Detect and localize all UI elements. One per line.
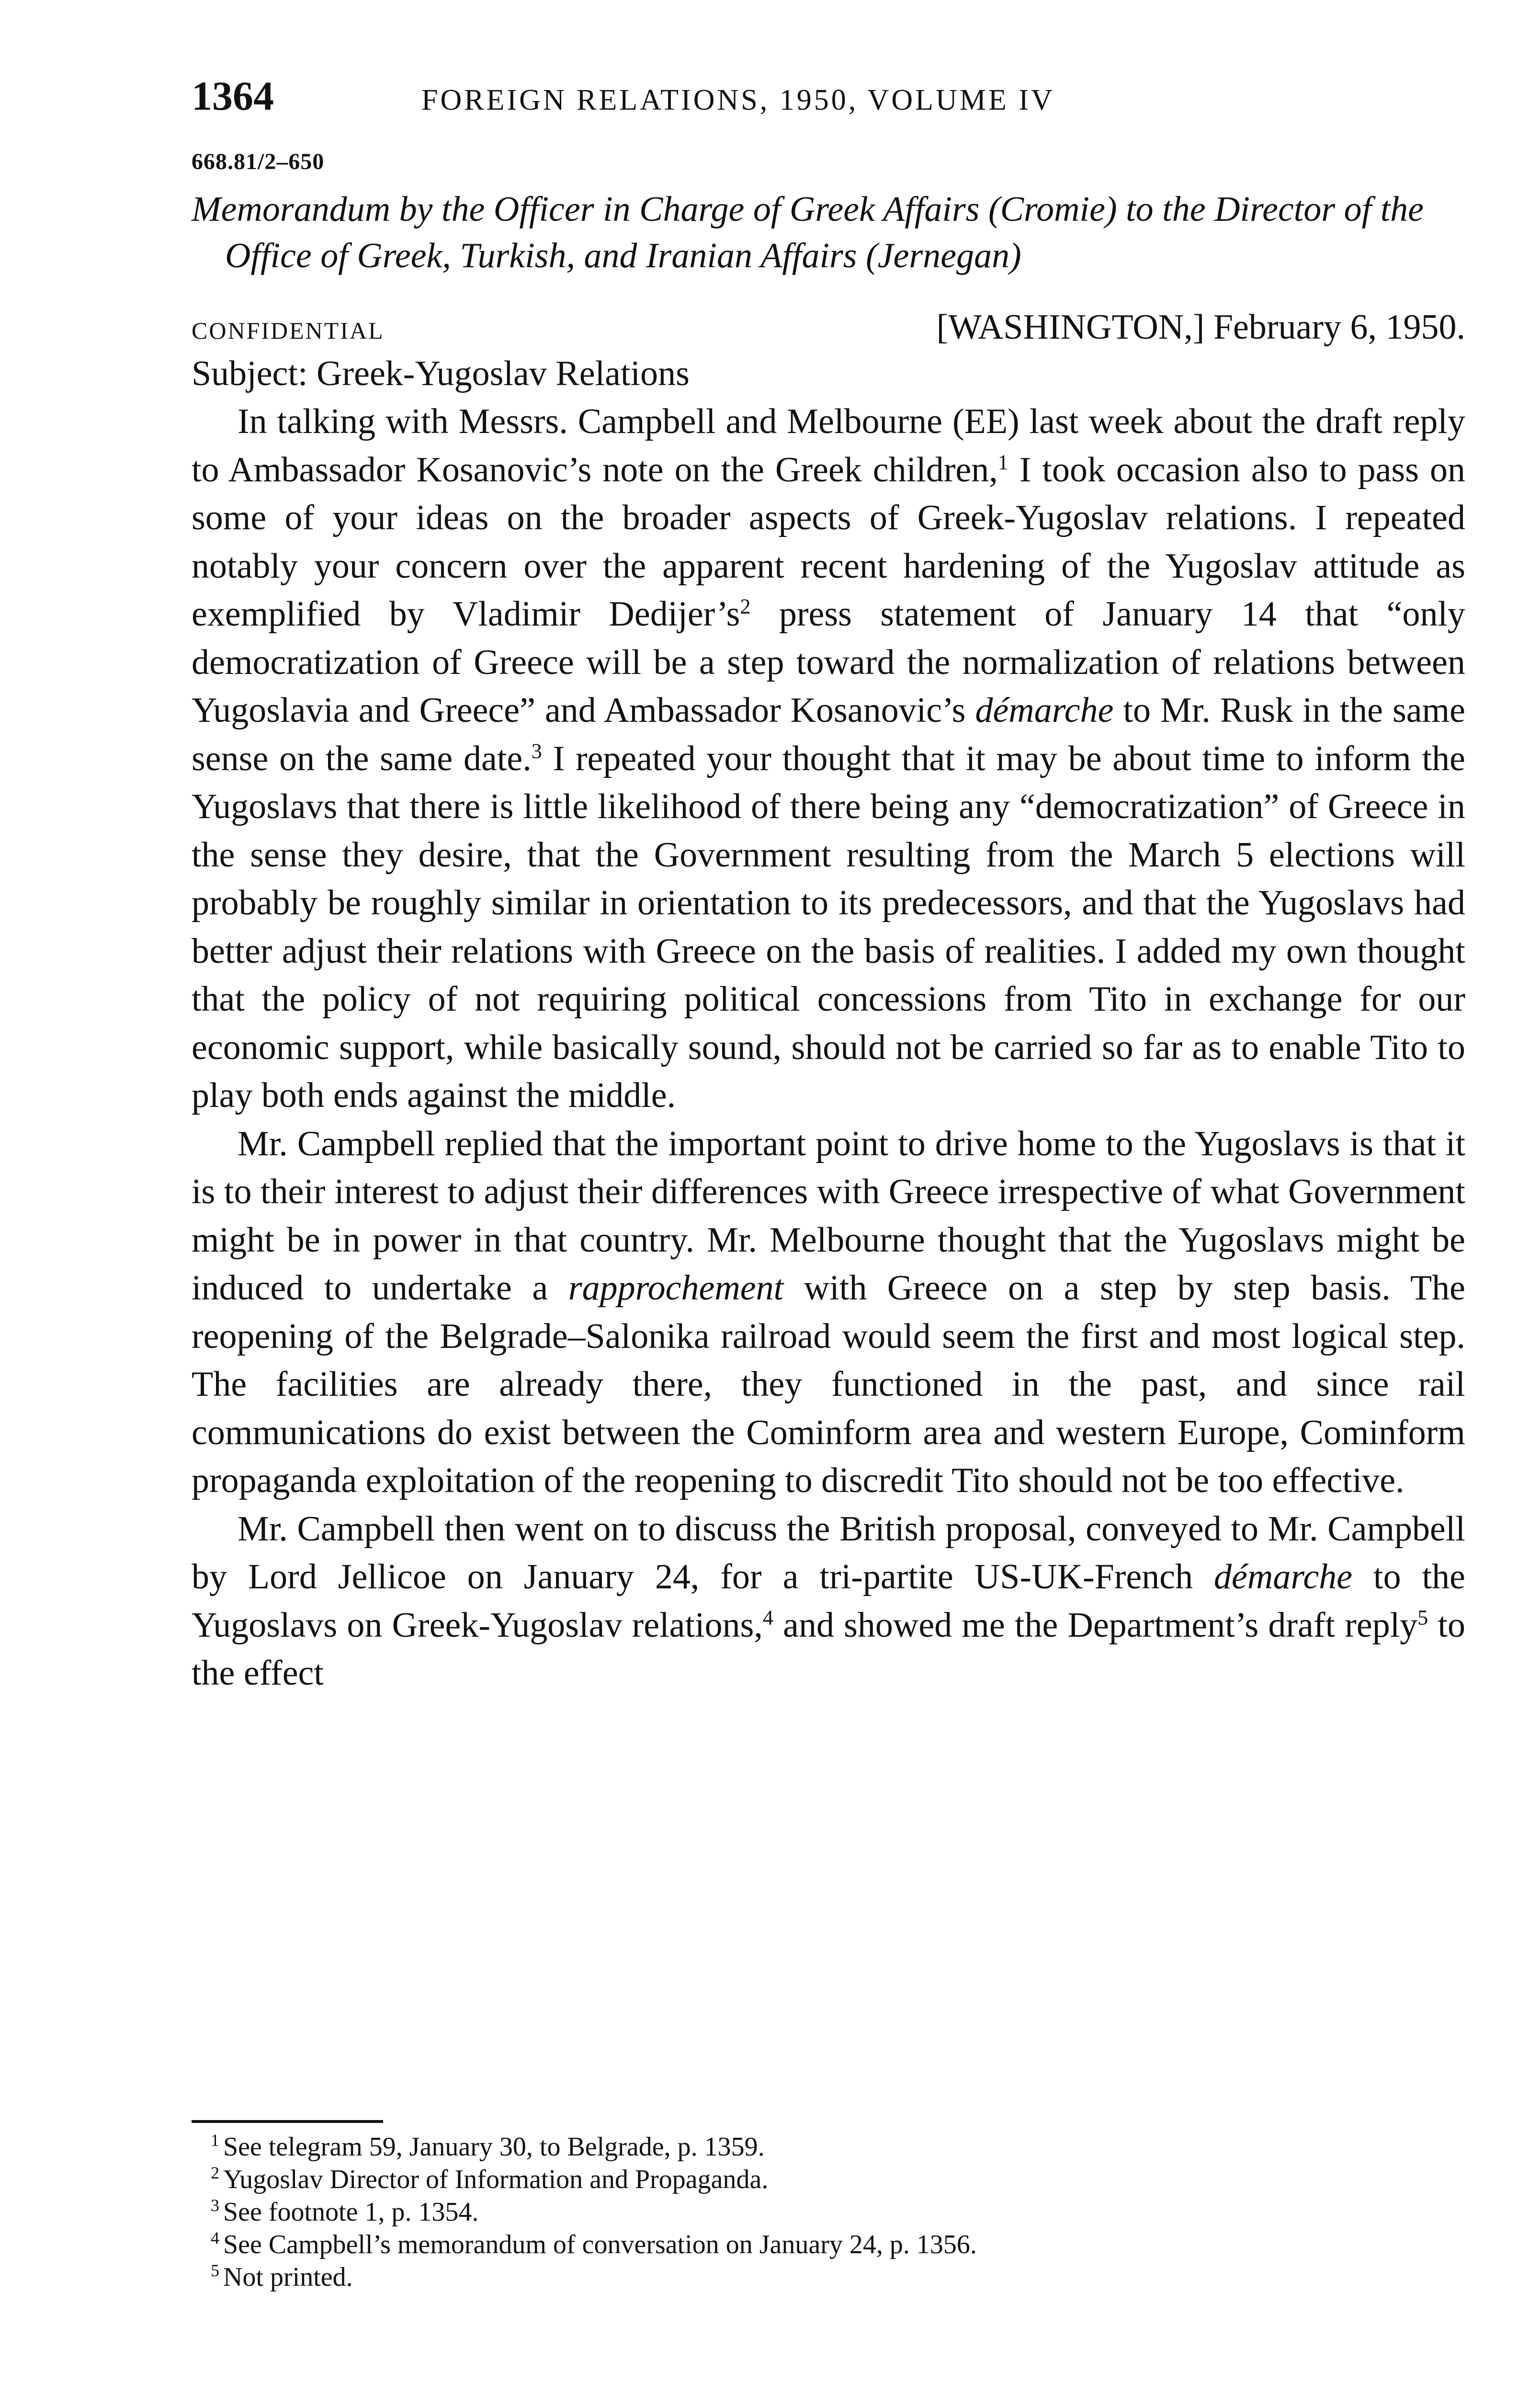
footnote-ref-4: 4: [762, 1605, 773, 1629]
subject-line: Subject: Greek-Yugoslav Relations: [192, 354, 690, 393]
footnote-text: Yugoslav Director of Information and Propaganda.: [223, 2165, 769, 2194]
classification-date-line: [192, 307, 1465, 348]
footnote-number: 1: [211, 2131, 219, 2150]
footnote-3: [211, 2196, 1456, 2228]
italic-term: démarche: [975, 691, 1114, 730]
paragraph-3: [192, 1505, 1465, 1698]
footnote-number: 4: [211, 2228, 219, 2248]
memo-body: [192, 398, 1465, 1698]
paragraph-text: Mr. Campbell then went on to discuss the British proposal, conveyed to Mr. Campbell by Lord Jellicoe on January 24, for a tri-partite US-UK-French: [192, 1509, 1465, 1597]
footnote-1: [211, 2131, 1456, 2163]
italic-term: rapprochement: [568, 1268, 784, 1308]
footnote-2: [211, 2163, 1456, 2196]
footnote-ref-1: 1: [997, 450, 1008, 474]
footnote-ref-3: 3: [531, 739, 542, 763]
footnote-number: 2: [211, 2163, 219, 2183]
footnote-5: [211, 2261, 1456, 2293]
paragraph-text: to the Yugoslavs on Greek-Yugoslav relations,: [192, 1557, 1465, 1645]
paragraph-text: with Greece on a step by step basis. The reopening of the Belgrade–Salonika railroad would seem the first and most logical step. The facilities are already there, they functioned in the past, and since rail communications do exist between the Cominform area and western Europe, Cominform propaganda exploitation of the reopening to discredit Tito should not be too effective.: [192, 1268, 1466, 1500]
paragraph-text: to the effect: [192, 1605, 1465, 1693]
footnote-text: Not printed.: [223, 2262, 353, 2292]
file-number: 668.81/2–650: [192, 149, 325, 174]
footnote-text: See footnote 1, p. 1354.: [223, 2197, 479, 2227]
page-number: 1364: [192, 73, 274, 119]
document-page: [192, 72, 1465, 1698]
footnote-number: 5: [211, 2261, 219, 2281]
paragraph-1: [192, 398, 1465, 1120]
footnote-4: [211, 2228, 1456, 2261]
paragraph-text: press statement of January 14 that “only democratization of Greece will be a step toward the normalization of relations between Yugoslavia and Greece” and Ambassador Kosanovic’s: [192, 594, 1465, 730]
paragraph-text: Mr. Campbell replied that the important point to drive home to the Yugoslavs is that it is to their interest to adjust their differences with Greece irrespective of what Government might be in power in that country. Mr. Melbourne thought that the Yugoslavs might be induced to undertake a: [192, 1124, 1465, 1308]
running-title: FOREIGN RELATIONS, 1950, VOLUME IV: [421, 84, 1055, 116]
paragraph-text: and showed me the Department’s draft reply: [773, 1605, 1418, 1645]
place-date: [WASHINGTON,] February 6, 1950.: [936, 308, 1465, 347]
paragraph-text: I took occasion also to pass on some of your ideas on the broader aspects of Greek-Yugoslav relations. I repeated notably your concern over the apparent recent hardening of the Yugoslav attitude as exemplified by Vladimir Dedijer’s: [192, 450, 1466, 634]
classification-label: CONFIDENTIAL: [192, 317, 385, 344]
footnote-ref-5: 5: [1417, 1605, 1428, 1629]
footnotes: [211, 2131, 1456, 2293]
footnote-text: See telegram 59, January 30, to Belgrade, p. 1359.: [223, 2132, 765, 2162]
running-header: [192, 72, 1465, 134]
footnote-divider: [192, 2120, 383, 2123]
footnote-number: 3: [211, 2196, 219, 2215]
italic-term: démarche: [1214, 1557, 1353, 1597]
paragraph-text: I repeated your thought that it may be about time to inform the Yugoslavs that there is little likelihood of there being any “democratization” of Greece in the sense they desire, that the Government resulting from the March 5 elections will probably be roughly similar in orientation to its predecessors, and that the Yugoslavs had better adjust their relations with Greece on the basis of realities. I added my own thought that the policy of not requiring political concessions from Tito in exchange for our economic support, while basically sound, should not be carried so far as to enable Tito to play both ends against the middle.: [192, 739, 1465, 1115]
footnote-ref-2: 2: [740, 594, 751, 618]
document-title: Memorandum by the Officer in Charge of Greek Affairs (Cromie) to the Director of the Office of Greek, Turkish, and Iranian Affairs (Jernegan): [192, 190, 1424, 275]
footnote-text: See Campbell’s memorandum of conversation on January 24, p. 1356.: [223, 2230, 977, 2259]
paragraph-2: [192, 1120, 1465, 1505]
paragraph-text: to Mr. Rusk in the same sense on the same date.: [192, 691, 1465, 778]
paragraph-text: In talking with Messrs. Campbell and Melbourne (EE) last week about the draft reply to Ambassador Kosanovic’s note on the Greek children,: [192, 402, 1465, 490]
